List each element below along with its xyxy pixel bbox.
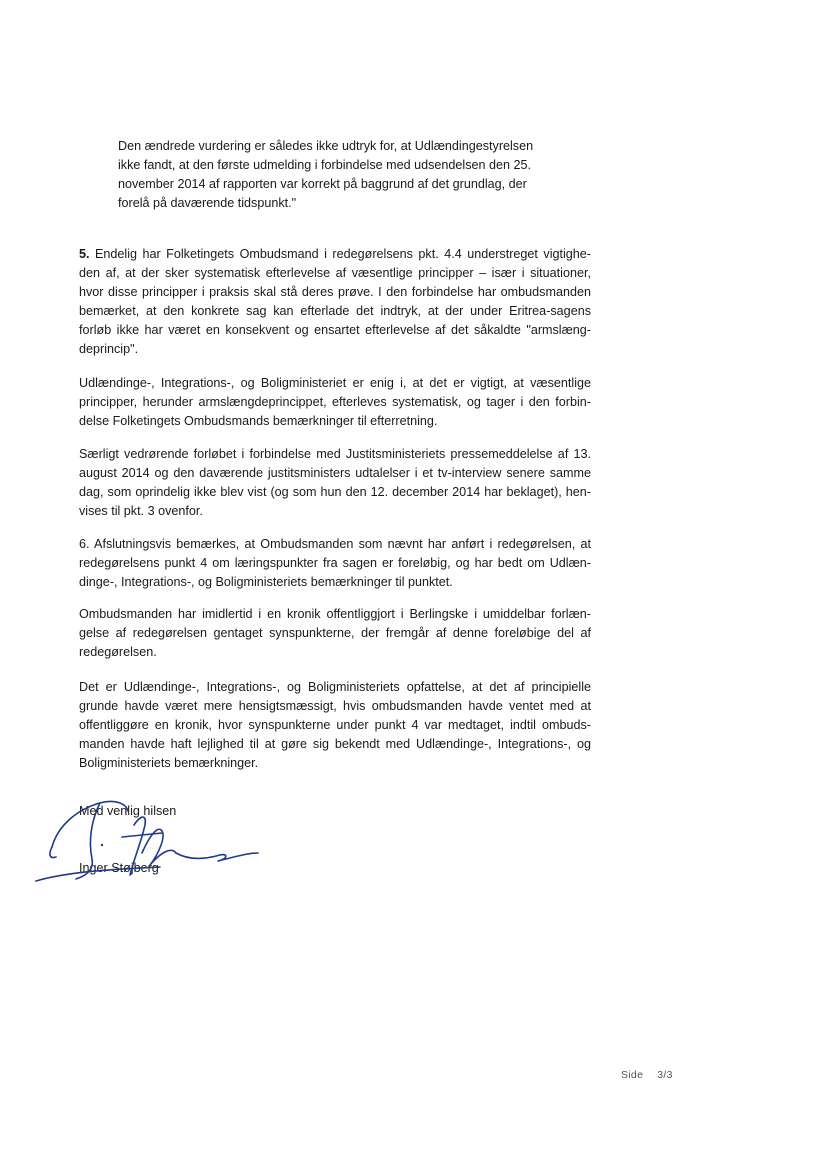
paragraph-special-note — [79, 445, 591, 521]
signature-block — [30, 795, 270, 895]
paragraph-line: offentliggøre en kronik, hvor synspunkterne under punkt 4 var medtaget, indtil ombuds- — [79, 718, 591, 732]
paragraph-line: Særligt vedrørende forløbet i forbindelse med Justitsministeriets pressemeddelelse af 13. — [79, 447, 591, 461]
paragraph-6 — [79, 535, 591, 592]
paragraph-line: bemærket, at den konkrete sag kan efterlade det indtryk, at der under Eritrea-sagens — [79, 304, 591, 318]
paragraph-number: 5. — [79, 247, 90, 261]
paragraph-opinion — [79, 678, 591, 773]
paragraph-line: manden havde haft lejlighed til at gøre sig bekendt med Udlændinge-, Integrations-, og — [79, 737, 591, 751]
paragraph-line: dinge-, Integrations-, og Boligministeriets bemærkninger til punktet. — [79, 575, 453, 589]
page-number: 3/3 — [657, 1069, 673, 1081]
paragraph-line: Boligministeriets bemærkninger. — [79, 756, 259, 770]
quote-line: november 2014 af rapporten var korrekt på baggrund af det grundlag, der — [118, 177, 527, 191]
paragraph-line: Udlændinge-, Integrations-, og Boligministeriet er enig i, at det er vigtigt, at væsentlige — [79, 376, 591, 390]
paragraph-line: dag, som oprindelig ikke blev vist (og som hun den 12. december 2014 har beklaget), hen- — [79, 485, 591, 499]
paragraph-line: Det er Udlændinge-, Integrations-, og Boligministeriets opfattelse, at det af principielle — [79, 680, 591, 694]
paragraph-line: 5. Endelig har Folketingets Ombudsmand i redegørelsens pkt. 4.4 understreget vigtighe- — [79, 247, 591, 261]
closing-greeting: Med venlig hilsen — [79, 804, 177, 818]
quote-line: Den ændrede vurdering er således ikke udtryk for, at Udlændingestyrelsen — [118, 139, 534, 153]
paragraph-line: 6. Afslutningsvis bemærkes, at Ombudsmanden som nævnt har anført i redegørelsen, at — [79, 537, 591, 551]
paragraph-5 — [79, 245, 591, 359]
paragraph-line: vises til pkt. 3 ovenfor. — [79, 504, 203, 518]
paragraph-line: forløb ikke har været en konsekvent og ensartet efterlevelse af det såkaldte "armslæng- — [79, 323, 591, 337]
paragraph-line: Ombudsmanden har imidlertid i en kronik offentliggjort i Berlingske i umiddelbar forlæn- — [79, 607, 591, 621]
paragraph-line: grunde havde været mere hensigtsmæssigt, hvis ombudsmanden havde ventet med at — [79, 699, 591, 713]
paragraph-line: august 2014 og den daværende justitsministers udtalelser i et tv-interview senere samme — [79, 466, 591, 480]
page-number-footer — [621, 1069, 673, 1081]
quote-line: forelå på daværende tidspunkt." — [118, 196, 297, 210]
paragraph-agreement — [79, 374, 591, 431]
paragraph-line: delse Folketingets Ombudsmands bemærkninger til efterretning. — [79, 414, 438, 428]
paragraph-kronik — [79, 605, 591, 662]
paragraph-line: redegørelsen. — [79, 645, 157, 659]
paragraph-line: deprincip". — [79, 342, 139, 356]
paragraph-line: principper, herunder armslængdeprincippet, efterleves systematisk, og tager i den forbin- — [79, 395, 591, 409]
paragraph-line: hvor disse principper i praksis skal stå deres prøve. I den forbindelse har ombudsmanden — [79, 285, 591, 299]
signatory-name: Inger Støjberg — [79, 861, 159, 875]
page-label: Side — [621, 1069, 644, 1081]
handwritten-signature — [30, 795, 270, 895]
paragraph-line: gelse af redegørelsen gentaget synspunkterne, der fremgår af denne foreløbige del af — [79, 626, 591, 640]
quoted-passage — [118, 137, 558, 213]
paragraph-line: redegørelsens punkt 4 om læringspunkter fra sagen er foreløbig, og har bedt om Udlæn- — [79, 556, 591, 570]
quote-line: ikke fandt, at den første udmelding i forbindelse med udsendelsen den 25. — [118, 158, 532, 172]
paragraph-line: den af, at der sker systematisk efterlevelse af væsentlige principper – især i situationer, — [79, 266, 591, 280]
